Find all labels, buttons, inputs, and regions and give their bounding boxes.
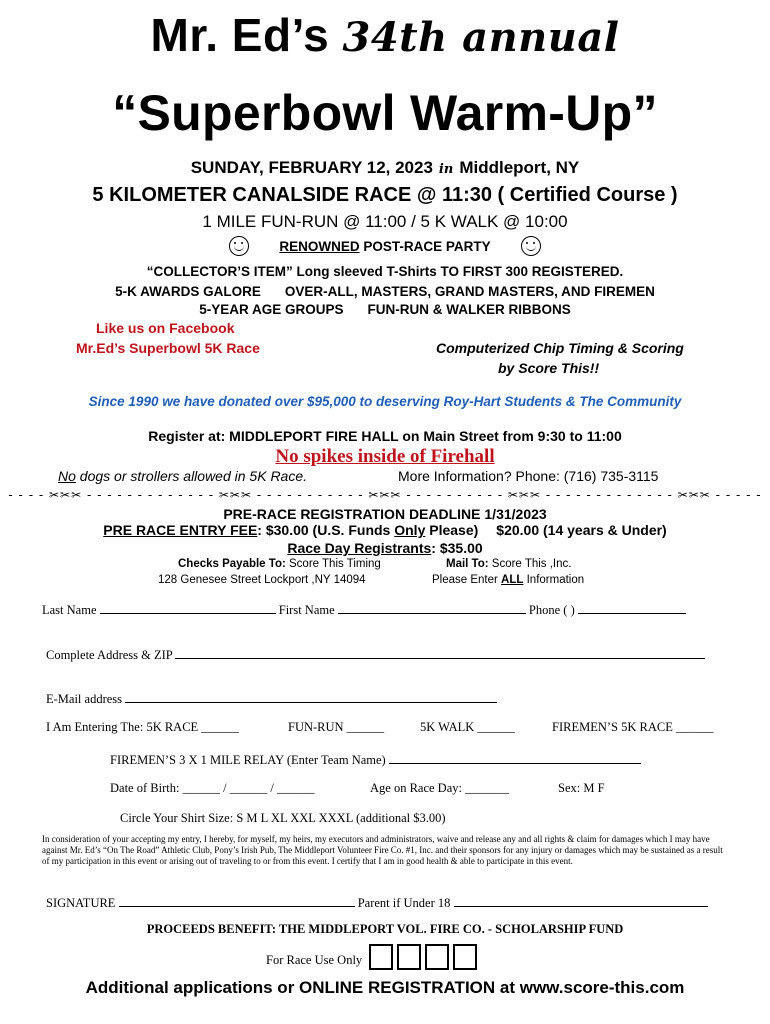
email-row [46,690,497,707]
parent-label: Parent if Under 18 [357,896,451,910]
dob-field[interactable]: Date of Birth: ______ / ______ / ______ [110,781,315,795]
smiley-icon [521,236,541,256]
mail-info-a: Please Enter [432,574,502,586]
date-in: in [438,162,454,177]
collector-line: “COLLECTOR’S ITEM” Long sleeved T-Shirts TO FIRST 300 REGISTERED. [146,264,624,279]
entering-5k[interactable]: I Am Entering The: 5K RACE ______ [46,720,239,734]
payable-label: Checks Payable To: [178,558,286,570]
signature-row [46,894,708,911]
age-field[interactable]: Age on Race Day: _______ [370,781,509,795]
signature-label: SIGNATURE [46,896,116,910]
name-row [42,601,742,618]
awards-right: OVER-ALL, MASTERS, GRAND MASTERS, AND FIREMEN [284,284,655,299]
address-label: Complete Address & ZIP [46,648,173,662]
race-use-box [425,944,449,970]
online-registration-line[interactable]: Additional applications or ONLINE REGISTRATION at www.score-this.com [85,978,685,997]
checks-payable [178,558,381,570]
awards-line [0,284,770,299]
entering-funrun[interactable]: FUN-RUN ______ [288,720,385,734]
entry-fee-value: : $30.00 (U.S. Funds [257,522,395,538]
phone-field[interactable] [578,601,686,614]
race-day-fee-line [0,540,770,556]
entering-firemen-5k[interactable]: FIREMEN’S 5K RACE ______ [552,720,714,734]
timing-line-2: by Score This!! [498,360,600,376]
event-title: “Superbowl Warm-Up” [112,85,658,141]
age-left: 5-YEAR AGE GROUPS [199,302,344,317]
facebook-line-2: Mr.Ed’s Superbowl 5K Race [76,340,260,356]
email-field[interactable] [125,690,497,703]
mail-label: Mail To: [446,558,489,570]
donation-line: Since 1990 we have donated over $95,000 to deserving Roy-Hart Students & The Community [88,394,682,409]
relay-row [110,751,641,768]
entry-fee-kids: $20.00 (14 years & Under) [496,522,667,538]
title-prefix: Mr. Ed’s [150,9,330,61]
entry-fee-please: Please) [425,522,479,538]
payable-address: 128 Genesee Street Lockport ,NY 14094 [158,574,366,586]
entry-fee-only: Only [394,522,426,538]
address-row [46,646,705,663]
event-location: Middleport, NY [459,158,580,177]
relay-label: FIREMEN’S 3 X 1 MILE RELAY (Enter Team Name) [110,753,386,767]
awards-left: 5-K AWARDS GALORE [115,284,261,299]
smiley-icon [229,236,249,256]
race-use-box [453,944,477,970]
no-dogs-no: No [58,468,76,484]
mail-to [446,558,571,570]
no-dogs-text: dogs or strollers allowed in 5K Race. [75,468,308,484]
cut-line: - - - - ✂✂✂ - - - - - - - - - - - - - ✂✂✂ - - - - - - - - - - - ✂✂✂ - - - - - - - - - - ✂✂✂ - - - - - - - - - - - - - ✂✂✂ - - - - - [8,488,762,502]
payable-value: Score This Timing [285,558,381,570]
mail-info-all: ALL [501,574,524,586]
race-use-label: For Race Use Only [266,953,363,967]
race-day-value: : $35.00 [431,540,483,556]
race-use-box [397,944,421,970]
age-right: FUN-RUN & WALKER RIBBONS [367,302,571,317]
event-date: SUNDAY, FEBRUARY 12, 2023 [190,158,433,177]
registration-deadline: PRE-RACE REGISTRATION DEADLINE 1/31/2023 [223,506,547,522]
title-annual: 34th annual [342,14,620,61]
event-date-line [0,158,770,178]
proceeds-line: PROCEEDS BENEFIT: THE MIDDLEPORT VOL. FIRE CO. - SCHOLARSHIP FUND [146,922,624,936]
first-name-label: First Name [278,603,335,617]
no-dogs-notice [58,468,307,484]
timing-line-1: Computerized Chip Timing & Scoring [436,340,684,356]
entry-fee-line [0,522,770,538]
race-5k-line: 5 KILOMETER CANALSIDE RACE @ 11:30 ( Certified Course ) [92,184,678,206]
last-name-field[interactable] [100,601,276,614]
funrun-line: 1 MILE FUN-RUN @ 11:00 / 5 K WALK @ 10:00 [202,212,568,231]
entry-fee-label: PRE RACE ENTRY FEE [103,522,258,538]
sex-field[interactable]: Sex: M F [558,781,605,795]
race-day-label: Race Day Registrants [287,540,432,556]
shirt-size-row[interactable]: Circle Your Shirt Size: S M L XL XXL XXXL (additional $3.00) [120,811,446,825]
party-line [0,236,770,256]
email-label: E-Mail address [46,692,123,706]
address-field[interactable] [175,646,705,659]
event-title-line [0,8,770,62]
first-name-field[interactable] [338,601,526,614]
parent-signature-field[interactable] [454,894,708,907]
register-line: Register at: MIDDLEPORT FIRE HALL on Main Street from 9:30 to 11:00 [148,428,622,444]
mail-value: Score This ,Inc. [488,558,572,570]
entering-5k-walk[interactable]: 5K WALK ______ [420,720,515,734]
more-info-phone: More Information? Phone: (716) 735-3115 [398,468,659,484]
party-text: POST-RACE PARTY [359,239,491,254]
no-spikes-notice: No spikes inside of Firehall [275,446,495,467]
signature-field[interactable] [119,894,355,907]
mail-info-b: Information [523,574,585,586]
phone-label: Phone ( ) [528,603,575,617]
race-use-box [369,944,393,970]
party-renowned: RENOWNED [279,239,360,254]
relay-team-field[interactable] [389,751,641,764]
age-groups-line [0,302,770,317]
race-use-only [266,944,477,970]
mail-info [432,574,584,586]
facebook-line-1: Like us on Facebook [96,320,235,336]
last-name-label: Last Name [42,603,97,617]
waiver-text: In consideration of your accepting my entry, I hereby, for myself, my heirs, my executors and administrators, waive and release any and all rights & claim for damages which I may have against Mr. Ed’s “On The Road” Athletic Club, Pony’s Irish Pub, The Middleport Volunteer Fire Co. #1, Inc. and their sponsors for any injury or damages which may be sustained as a result of my participation in this event or arising out of traveling to or from this event. I certify that I am in good health & able to participate in this event. [42,834,723,866]
